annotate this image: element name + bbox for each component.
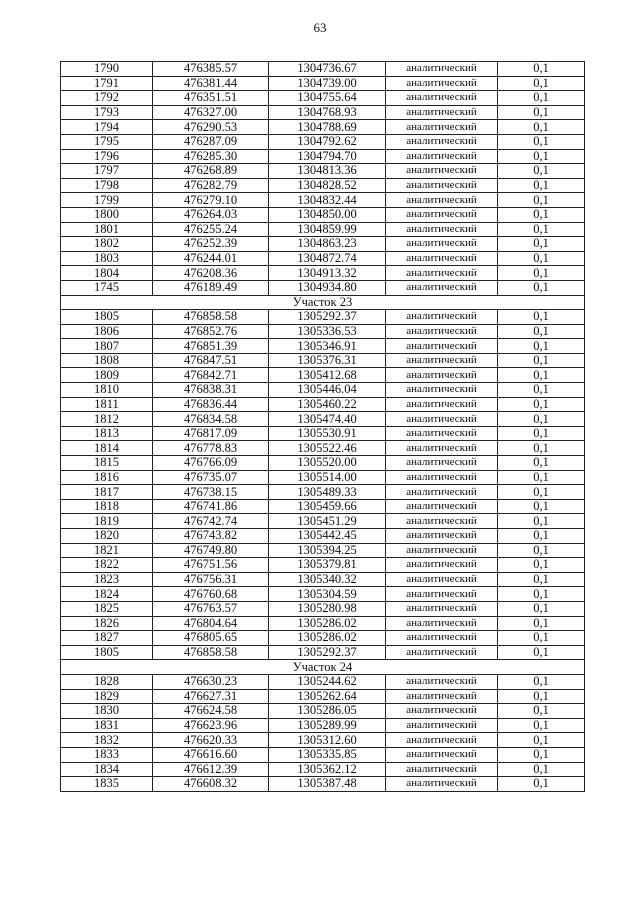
- section-header-row: [61, 295, 585, 310]
- point-number-cell: 1801: [61, 222, 153, 237]
- table-row: [61, 674, 585, 689]
- point-number-cell: 1797: [61, 164, 153, 179]
- x-coordinate-cell: 476268.89: [153, 164, 269, 179]
- y-coordinate-cell: 1305446.04: [269, 383, 386, 398]
- table-row: [61, 426, 585, 441]
- method-cell: аналитический: [386, 368, 498, 383]
- method-cell: аналитический: [386, 193, 498, 208]
- y-coordinate-cell: 1305286.02: [269, 616, 386, 631]
- table-row: [61, 733, 585, 748]
- method-cell: аналитический: [386, 456, 498, 471]
- x-coordinate-cell: 476264.03: [153, 207, 269, 222]
- point-number-cell: 1826: [61, 616, 153, 631]
- table-row: [61, 704, 585, 719]
- table-row: [61, 718, 585, 733]
- accuracy-cell: 0,1: [498, 704, 585, 719]
- accuracy-cell: 0,1: [498, 485, 585, 500]
- method-cell: аналитический: [386, 645, 498, 660]
- y-coordinate-cell: 1304850.00: [269, 207, 386, 222]
- method-cell: аналитический: [386, 543, 498, 558]
- y-coordinate-cell: 1304832.44: [269, 193, 386, 208]
- accuracy-cell: 0,1: [498, 733, 585, 748]
- y-coordinate-cell: 1304813.36: [269, 164, 386, 179]
- accuracy-cell: 0,1: [498, 120, 585, 135]
- y-coordinate-cell: 1305289.99: [269, 718, 386, 733]
- x-coordinate-cell: 476838.31: [153, 383, 269, 398]
- y-coordinate-cell: 1305262.64: [269, 689, 386, 704]
- accuracy-cell: 0,1: [498, 470, 585, 485]
- table-row: [61, 105, 585, 120]
- accuracy-cell: 0,1: [498, 514, 585, 529]
- accuracy-cell: 0,1: [498, 105, 585, 120]
- method-cell: аналитический: [386, 777, 498, 792]
- x-coordinate-cell: 476741.86: [153, 499, 269, 514]
- y-coordinate-cell: 1305379.81: [269, 558, 386, 573]
- point-number-cell: 1817: [61, 485, 153, 500]
- method-cell: аналитический: [386, 134, 498, 149]
- accuracy-cell: 0,1: [498, 251, 585, 266]
- method-cell: аналитический: [386, 62, 498, 77]
- accuracy-cell: 0,1: [498, 499, 585, 514]
- accuracy-cell: 0,1: [498, 689, 585, 704]
- y-coordinate-cell: 1304755.64: [269, 91, 386, 106]
- y-coordinate-cell: 1305376.31: [269, 353, 386, 368]
- table-row: [61, 251, 585, 266]
- point-number-cell: 1819: [61, 514, 153, 529]
- x-coordinate-cell: 476735.07: [153, 470, 269, 485]
- point-number-cell: 1811: [61, 397, 153, 412]
- table-row: [61, 207, 585, 222]
- point-number-cell: 1824: [61, 587, 153, 602]
- method-cell: аналитический: [386, 76, 498, 91]
- accuracy-cell: 0,1: [498, 237, 585, 252]
- method-cell: аналитический: [386, 339, 498, 354]
- x-coordinate-cell: 476616.60: [153, 747, 269, 762]
- coordinates-table-body: [61, 62, 585, 792]
- method-cell: аналитический: [386, 397, 498, 412]
- point-number-cell: 1814: [61, 441, 153, 456]
- y-coordinate-cell: 1305522.46: [269, 441, 386, 456]
- method-cell: аналитический: [386, 601, 498, 616]
- y-coordinate-cell: 1304788.69: [269, 120, 386, 135]
- method-cell: аналитический: [386, 237, 498, 252]
- table-row: [61, 339, 585, 354]
- method-cell: аналитический: [386, 485, 498, 500]
- table-row: [61, 529, 585, 544]
- point-number-cell: 1830: [61, 704, 153, 719]
- method-cell: аналитический: [386, 762, 498, 777]
- accuracy-cell: 0,1: [498, 178, 585, 193]
- table-row: [61, 485, 585, 500]
- method-cell: аналитический: [386, 704, 498, 719]
- table-row: [61, 397, 585, 412]
- x-coordinate-cell: 476738.15: [153, 485, 269, 500]
- table-row: [61, 149, 585, 164]
- method-cell: аналитический: [386, 470, 498, 485]
- table-row: [61, 543, 585, 558]
- y-coordinate-cell: 1305362.12: [269, 762, 386, 777]
- method-cell: аналитический: [386, 412, 498, 427]
- table-row: [61, 514, 585, 529]
- table-row: [61, 762, 585, 777]
- table-row: [61, 266, 585, 281]
- point-number-cell: 1792: [61, 91, 153, 106]
- x-coordinate-cell: 476327.00: [153, 105, 269, 120]
- accuracy-cell: 0,1: [498, 353, 585, 368]
- point-number-cell: 1794: [61, 120, 153, 135]
- x-coordinate-cell: 476760.68: [153, 587, 269, 602]
- y-coordinate-cell: 1305514.00: [269, 470, 386, 485]
- accuracy-cell: 0,1: [498, 383, 585, 398]
- x-coordinate-cell: 476817.09: [153, 426, 269, 441]
- section-header-row: [61, 660, 585, 675]
- y-coordinate-cell: 1304863.23: [269, 237, 386, 252]
- accuracy-cell: 0,1: [498, 149, 585, 164]
- x-coordinate-cell: 476749.80: [153, 543, 269, 558]
- accuracy-cell: 0,1: [498, 368, 585, 383]
- x-coordinate-cell: 476244.01: [153, 251, 269, 266]
- method-cell: аналитический: [386, 529, 498, 544]
- method-cell: аналитический: [386, 310, 498, 325]
- x-coordinate-cell: 476612.39: [153, 762, 269, 777]
- y-coordinate-cell: 1305459.66: [269, 499, 386, 514]
- method-cell: аналитический: [386, 149, 498, 164]
- page-number: 63: [313, 20, 327, 35]
- point-number-cell: 1823: [61, 572, 153, 587]
- x-coordinate-cell: 476623.96: [153, 718, 269, 733]
- table-row: [61, 383, 585, 398]
- x-coordinate-cell: 476287.09: [153, 134, 269, 149]
- point-number-cell: 1798: [61, 178, 153, 193]
- accuracy-cell: 0,1: [498, 91, 585, 106]
- point-number-cell: 1831: [61, 718, 153, 733]
- section-title: Участок 24: [61, 660, 585, 675]
- point-number-cell: 1822: [61, 558, 153, 573]
- point-number-cell: 1812: [61, 412, 153, 427]
- y-coordinate-cell: 1305336.53: [269, 324, 386, 339]
- accuracy-cell: 0,1: [498, 777, 585, 792]
- method-cell: аналитический: [386, 587, 498, 602]
- method-cell: аналитический: [386, 266, 498, 281]
- y-coordinate-cell: 1304739.00: [269, 76, 386, 91]
- y-coordinate-cell: 1305286.05: [269, 704, 386, 719]
- y-coordinate-cell: 1305335.85: [269, 747, 386, 762]
- table-row: [61, 91, 585, 106]
- accuracy-cell: 0,1: [498, 645, 585, 660]
- point-number-cell: 1745: [61, 280, 153, 295]
- x-coordinate-cell: 476608.32: [153, 777, 269, 792]
- x-coordinate-cell: 476381.44: [153, 76, 269, 91]
- accuracy-cell: 0,1: [498, 558, 585, 573]
- table-row: [61, 76, 585, 91]
- point-number-cell: 1832: [61, 733, 153, 748]
- point-number-cell: 1796: [61, 149, 153, 164]
- point-number-cell: 1807: [61, 339, 153, 354]
- accuracy-cell: 0,1: [498, 266, 585, 281]
- method-cell: аналитический: [386, 383, 498, 398]
- method-cell: аналитический: [386, 499, 498, 514]
- table-row: [61, 353, 585, 368]
- x-coordinate-cell: 476624.58: [153, 704, 269, 719]
- method-cell: аналитический: [386, 426, 498, 441]
- x-coordinate-cell: 476834.58: [153, 412, 269, 427]
- table-row: [61, 222, 585, 237]
- point-number-cell: 1805: [61, 645, 153, 660]
- y-coordinate-cell: 1304859.99: [269, 222, 386, 237]
- table-row: [61, 441, 585, 456]
- y-coordinate-cell: 1304794.70: [269, 149, 386, 164]
- point-number-cell: 1795: [61, 134, 153, 149]
- point-number-cell: 1804: [61, 266, 153, 281]
- accuracy-cell: 0,1: [498, 397, 585, 412]
- x-coordinate-cell: 476751.56: [153, 558, 269, 573]
- accuracy-cell: 0,1: [498, 587, 585, 602]
- x-coordinate-cell: 476836.44: [153, 397, 269, 412]
- accuracy-cell: 0,1: [498, 134, 585, 149]
- method-cell: аналитический: [386, 251, 498, 266]
- x-coordinate-cell: 476255.24: [153, 222, 269, 237]
- table-row: [61, 456, 585, 471]
- point-number-cell: 1803: [61, 251, 153, 266]
- accuracy-cell: 0,1: [498, 222, 585, 237]
- table-row: [61, 558, 585, 573]
- table-row: [61, 368, 585, 383]
- x-coordinate-cell: 476742.74: [153, 514, 269, 529]
- point-number-cell: 1820: [61, 529, 153, 544]
- table-row: [61, 616, 585, 631]
- accuracy-cell: 0,1: [498, 762, 585, 777]
- y-coordinate-cell: 1305292.37: [269, 645, 386, 660]
- table-row: [61, 193, 585, 208]
- accuracy-cell: 0,1: [498, 324, 585, 339]
- table-row: [61, 777, 585, 792]
- x-coordinate-cell: 476778.83: [153, 441, 269, 456]
- method-cell: аналитический: [386, 91, 498, 106]
- y-coordinate-cell: 1305304.59: [269, 587, 386, 602]
- accuracy-cell: 0,1: [498, 674, 585, 689]
- method-cell: аналитический: [386, 674, 498, 689]
- method-cell: аналитический: [386, 178, 498, 193]
- x-coordinate-cell: 476858.58: [153, 310, 269, 325]
- x-coordinate-cell: 476743.82: [153, 529, 269, 544]
- accuracy-cell: 0,1: [498, 164, 585, 179]
- table-row: [61, 412, 585, 427]
- table-row: [61, 134, 585, 149]
- x-coordinate-cell: 476189.49: [153, 280, 269, 295]
- method-cell: аналитический: [386, 441, 498, 456]
- point-number-cell: 1805: [61, 310, 153, 325]
- method-cell: аналитический: [386, 616, 498, 631]
- x-coordinate-cell: 476805.65: [153, 631, 269, 646]
- x-coordinate-cell: 476847.51: [153, 353, 269, 368]
- accuracy-cell: 0,1: [498, 616, 585, 631]
- x-coordinate-cell: 476763.57: [153, 601, 269, 616]
- y-coordinate-cell: 1304913.32: [269, 266, 386, 281]
- method-cell: аналитический: [386, 733, 498, 748]
- method-cell: аналитический: [386, 514, 498, 529]
- method-cell: аналитический: [386, 747, 498, 762]
- x-coordinate-cell: 476851.39: [153, 339, 269, 354]
- accuracy-cell: 0,1: [498, 601, 585, 616]
- point-number-cell: 1833: [61, 747, 153, 762]
- point-number-cell: 1809: [61, 368, 153, 383]
- coordinates-table: [60, 61, 585, 792]
- method-cell: аналитический: [386, 164, 498, 179]
- point-number-cell: 1821: [61, 543, 153, 558]
- accuracy-cell: 0,1: [498, 529, 585, 544]
- accuracy-cell: 0,1: [498, 543, 585, 558]
- x-coordinate-cell: 476290.53: [153, 120, 269, 135]
- y-coordinate-cell: 1305292.37: [269, 310, 386, 325]
- y-coordinate-cell: 1304792.62: [269, 134, 386, 149]
- y-coordinate-cell: 1305244.62: [269, 674, 386, 689]
- accuracy-cell: 0,1: [498, 62, 585, 77]
- accuracy-cell: 0,1: [498, 207, 585, 222]
- method-cell: аналитический: [386, 207, 498, 222]
- y-coordinate-cell: 1305387.48: [269, 777, 386, 792]
- y-coordinate-cell: 1304768.93: [269, 105, 386, 120]
- x-coordinate-cell: 476279.10: [153, 193, 269, 208]
- x-coordinate-cell: 476756.31: [153, 572, 269, 587]
- y-coordinate-cell: 1305451.29: [269, 514, 386, 529]
- table-row: [61, 499, 585, 514]
- y-coordinate-cell: 1305520.00: [269, 456, 386, 471]
- point-number-cell: 1835: [61, 777, 153, 792]
- table-row: [61, 62, 585, 77]
- table-row: [61, 164, 585, 179]
- table-row: [61, 470, 585, 485]
- table-row: [61, 689, 585, 704]
- y-coordinate-cell: 1305530.91: [269, 426, 386, 441]
- accuracy-cell: 0,1: [498, 412, 585, 427]
- table-row: [61, 747, 585, 762]
- accuracy-cell: 0,1: [498, 76, 585, 91]
- point-number-cell: 1818: [61, 499, 153, 514]
- x-coordinate-cell: 476385.57: [153, 62, 269, 77]
- x-coordinate-cell: 476208.36: [153, 266, 269, 281]
- y-coordinate-cell: 1305460.22: [269, 397, 386, 412]
- accuracy-cell: 0,1: [498, 572, 585, 587]
- table-row: [61, 645, 585, 660]
- point-number-cell: 1808: [61, 353, 153, 368]
- y-coordinate-cell: 1304828.52: [269, 178, 386, 193]
- table-row: [61, 587, 585, 602]
- method-cell: аналитический: [386, 718, 498, 733]
- x-coordinate-cell: 476627.31: [153, 689, 269, 704]
- table-row: [61, 237, 585, 252]
- accuracy-cell: 0,1: [498, 718, 585, 733]
- point-number-cell: 1802: [61, 237, 153, 252]
- x-coordinate-cell: 476842.71: [153, 368, 269, 383]
- point-number-cell: 1827: [61, 631, 153, 646]
- point-number-cell: 1828: [61, 674, 153, 689]
- table-row: [61, 120, 585, 135]
- table-row: [61, 572, 585, 587]
- y-coordinate-cell: 1305394.25: [269, 543, 386, 558]
- y-coordinate-cell: 1305489.33: [269, 485, 386, 500]
- point-number-cell: 1793: [61, 105, 153, 120]
- y-coordinate-cell: 1305340.32: [269, 572, 386, 587]
- point-number-cell: 1791: [61, 76, 153, 91]
- table-row: [61, 601, 585, 616]
- accuracy-cell: 0,1: [498, 631, 585, 646]
- method-cell: аналитический: [386, 324, 498, 339]
- x-coordinate-cell: 476285.30: [153, 149, 269, 164]
- y-coordinate-cell: 1304872.74: [269, 251, 386, 266]
- accuracy-cell: 0,1: [498, 426, 585, 441]
- point-number-cell: 1799: [61, 193, 153, 208]
- x-coordinate-cell: 476766.09: [153, 456, 269, 471]
- point-number-cell: 1810: [61, 383, 153, 398]
- point-number-cell: 1829: [61, 689, 153, 704]
- point-number-cell: 1813: [61, 426, 153, 441]
- point-number-cell: 1815: [61, 456, 153, 471]
- method-cell: аналитический: [386, 222, 498, 237]
- point-number-cell: 1806: [61, 324, 153, 339]
- accuracy-cell: 0,1: [498, 747, 585, 762]
- y-coordinate-cell: 1305312.60: [269, 733, 386, 748]
- table-row: [61, 310, 585, 325]
- table-row: [61, 178, 585, 193]
- y-coordinate-cell: 1305474.40: [269, 412, 386, 427]
- y-coordinate-cell: 1305412.68: [269, 368, 386, 383]
- method-cell: аналитический: [386, 280, 498, 295]
- section-title: Участок 23: [61, 295, 585, 310]
- y-coordinate-cell: 1305286.02: [269, 631, 386, 646]
- x-coordinate-cell: 476282.79: [153, 178, 269, 193]
- x-coordinate-cell: 476630.23: [153, 674, 269, 689]
- accuracy-cell: 0,1: [498, 193, 585, 208]
- method-cell: аналитический: [386, 572, 498, 587]
- accuracy-cell: 0,1: [498, 310, 585, 325]
- point-number-cell: 1790: [61, 62, 153, 77]
- accuracy-cell: 0,1: [498, 456, 585, 471]
- accuracy-cell: 0,1: [498, 339, 585, 354]
- y-coordinate-cell: 1305442.45: [269, 529, 386, 544]
- point-number-cell: 1834: [61, 762, 153, 777]
- point-number-cell: 1800: [61, 207, 153, 222]
- point-number-cell: 1816: [61, 470, 153, 485]
- accuracy-cell: 0,1: [498, 441, 585, 456]
- y-coordinate-cell: 1305280.98: [269, 601, 386, 616]
- table-row: [61, 280, 585, 295]
- y-coordinate-cell: 1304934.80: [269, 280, 386, 295]
- x-coordinate-cell: 476351.51: [153, 91, 269, 106]
- y-coordinate-cell: 1304736.67: [269, 62, 386, 77]
- method-cell: аналитический: [386, 631, 498, 646]
- method-cell: аналитический: [386, 558, 498, 573]
- method-cell: аналитический: [386, 105, 498, 120]
- x-coordinate-cell: 476252.39: [153, 237, 269, 252]
- table-row: [61, 631, 585, 646]
- x-coordinate-cell: 476858.58: [153, 645, 269, 660]
- x-coordinate-cell: 476620.33: [153, 733, 269, 748]
- method-cell: аналитический: [386, 689, 498, 704]
- x-coordinate-cell: 476804.64: [153, 616, 269, 631]
- table-row: [61, 324, 585, 339]
- x-coordinate-cell: 476852.76: [153, 324, 269, 339]
- method-cell: аналитический: [386, 353, 498, 368]
- y-coordinate-cell: 1305346.91: [269, 339, 386, 354]
- method-cell: аналитический: [386, 120, 498, 135]
- accuracy-cell: 0,1: [498, 280, 585, 295]
- point-number-cell: 1825: [61, 601, 153, 616]
